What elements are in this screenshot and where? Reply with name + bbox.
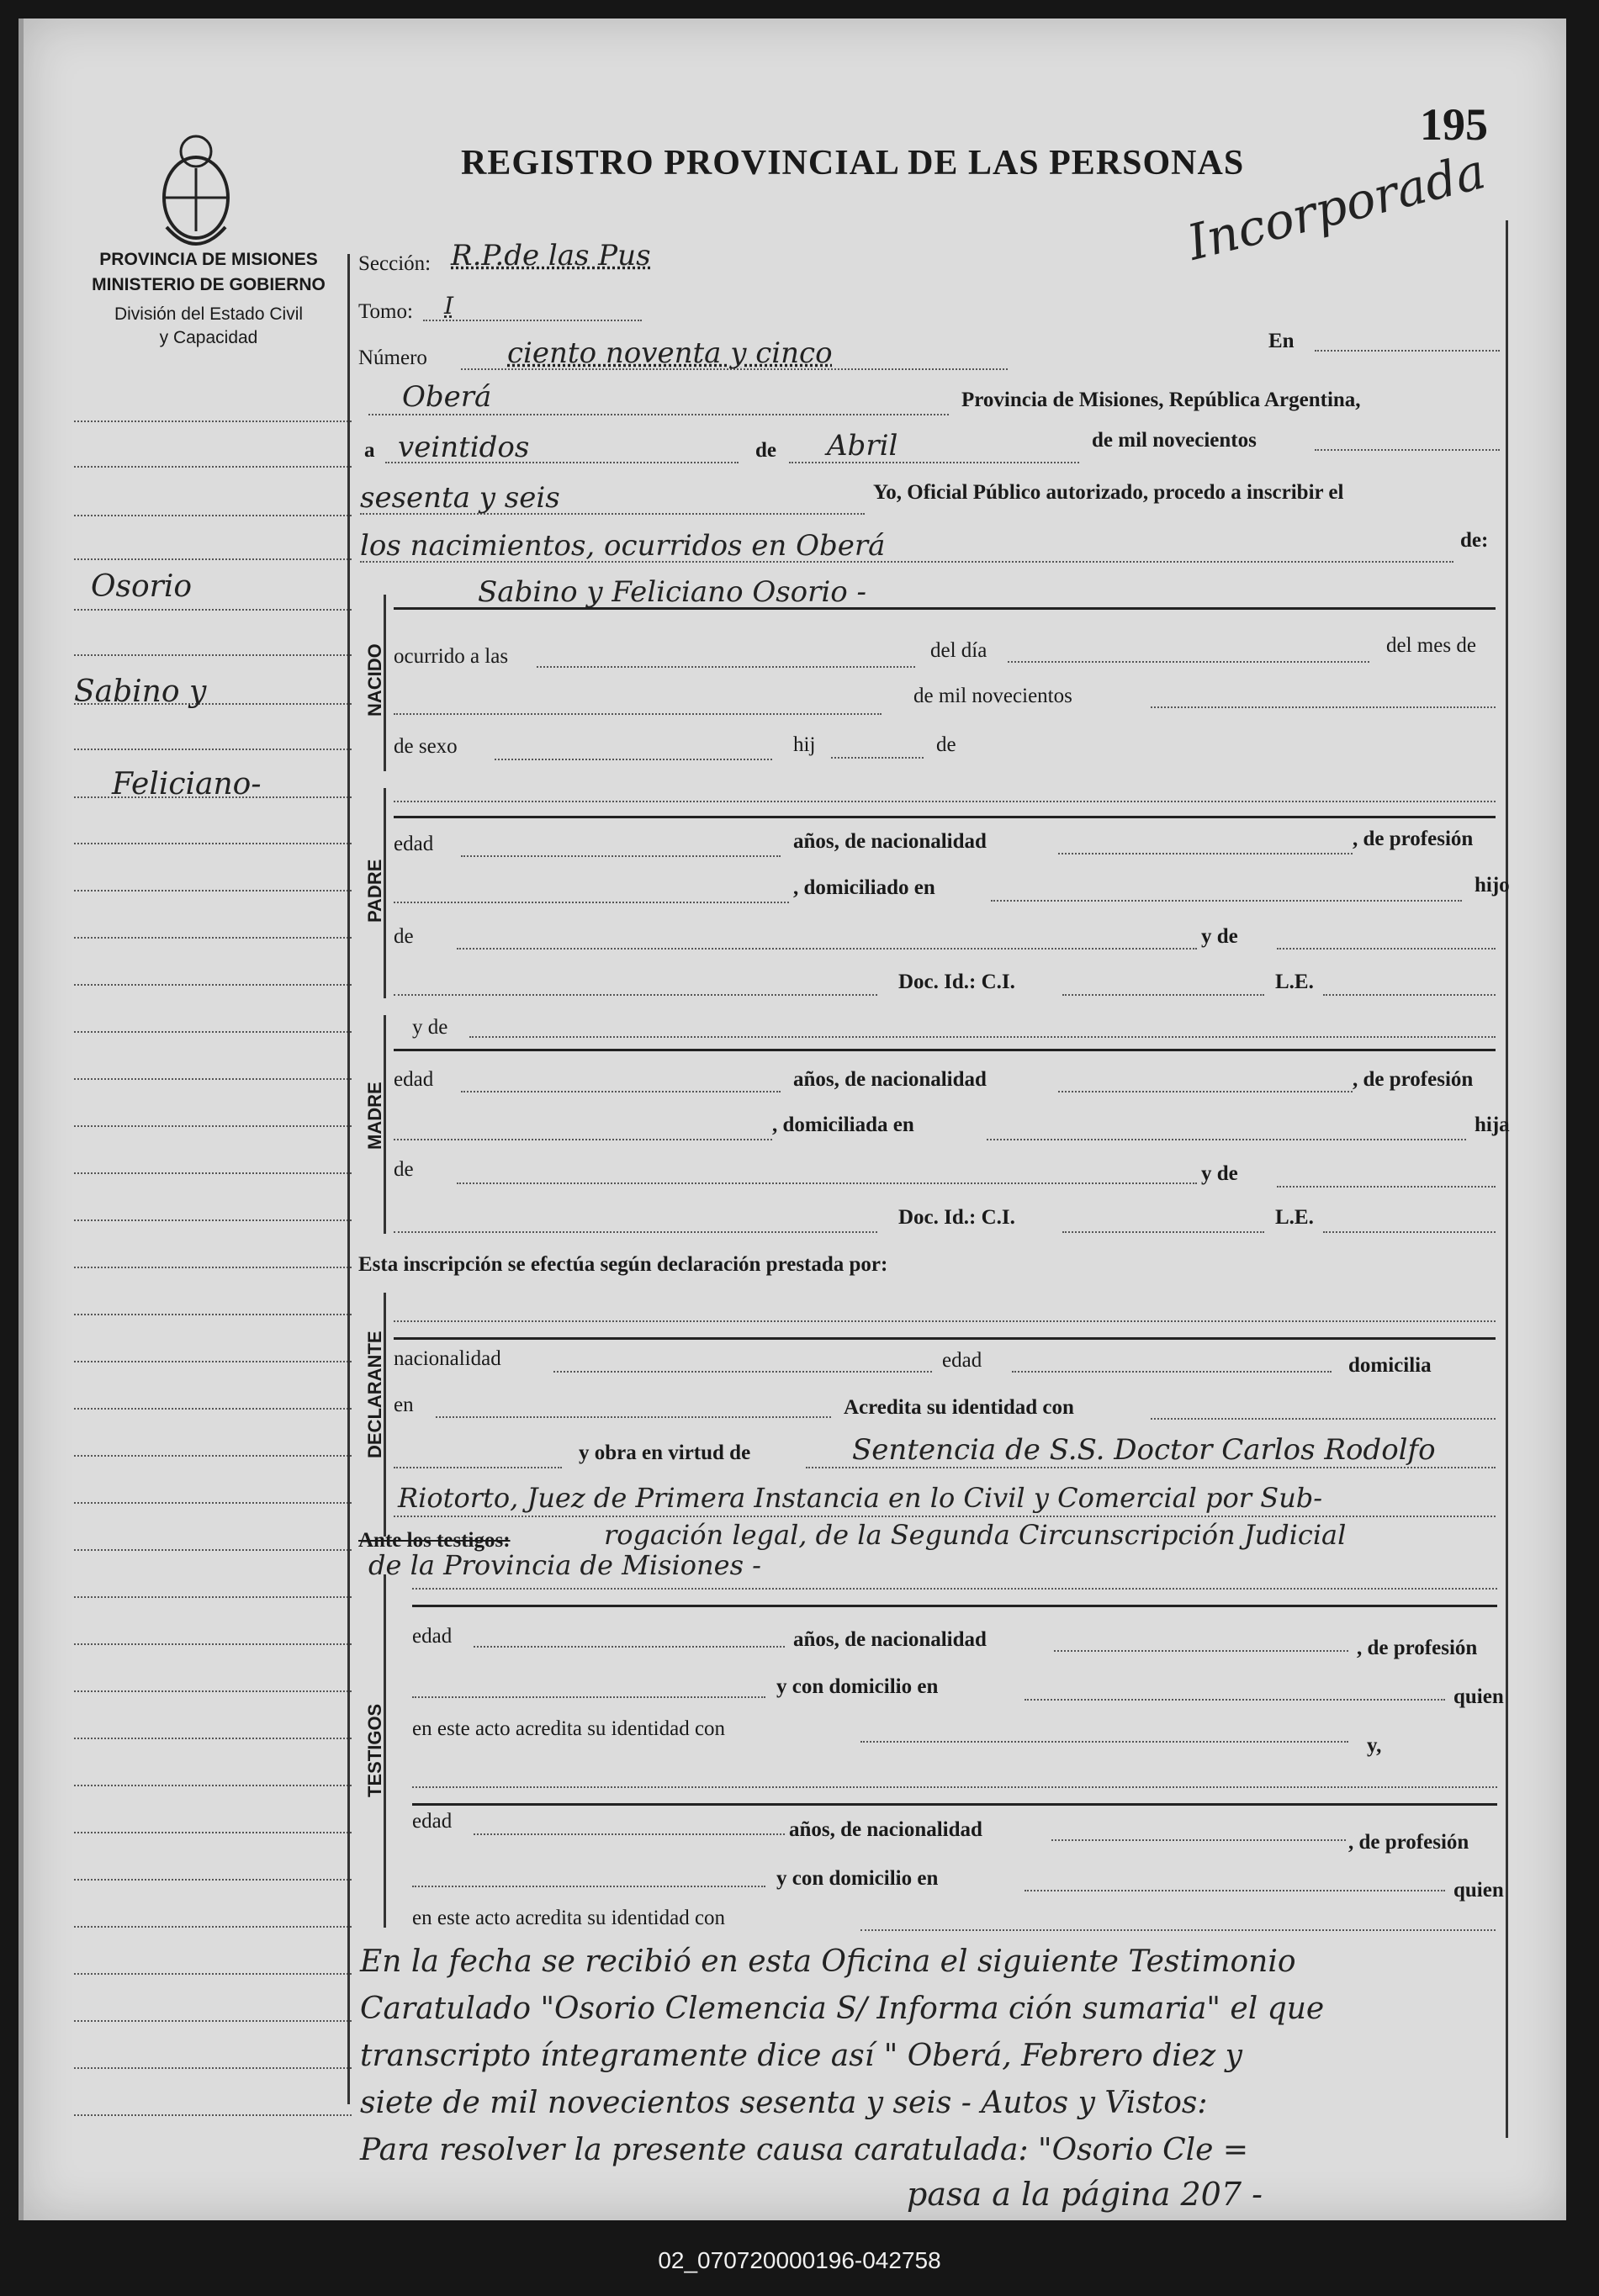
label-domicilio-t2: y con domicilio en <box>776 1867 939 1890</box>
header-capacity: y Capacidad <box>159 328 258 347</box>
label-en: En <box>1268 330 1295 352</box>
label-quien-t2: quien <box>1453 1879 1504 1902</box>
label-edad-madre: edad <box>394 1068 434 1091</box>
label-ocurrido: ocurrido a las <box>394 645 509 668</box>
label-y-de-padre: y de <box>1201 925 1238 948</box>
header-ministry: MINISTERIO DE GOBIERNO <box>92 275 326 294</box>
label-de-colon: de: <box>1460 529 1489 552</box>
value-obra2: Riotorto, Juez de Primera Instancia en lo Civil y Comercial por Sub- <box>398 1482 1323 1514</box>
label-de-nacido: de <box>936 733 956 756</box>
value-nombres: Sabino y Feliciano Osorio - <box>478 575 867 609</box>
label-anios-nac-padre: años, de nacionalidad <box>793 830 987 853</box>
label-y-de-mid: y de <box>412 1016 448 1039</box>
label-edad-padre: edad <box>394 833 434 855</box>
value-seccion: R.P.de las Pus <box>451 239 651 272</box>
label-doc-padre: Doc. Id.: C.I. <box>898 971 1015 993</box>
column-divider <box>347 254 350 2104</box>
label-domicilio-t1: y con domicilio en <box>776 1675 939 1698</box>
label-le-madre: L.E. <box>1275 1206 1314 1229</box>
side-label-declarante: DECLARANTE <box>364 1331 385 1458</box>
side-label-nacido: NACIDO <box>364 643 385 717</box>
label-edad-t1: edad <box>412 1625 453 1648</box>
label-acto-t1: en este acto acredita su identidad con <box>412 1717 726 1740</box>
label-esta-inscripcion: Esta inscripción se efectúa según declaración prestada por: <box>358 1253 888 1276</box>
label-profesion-t2: , de profesión <box>1348 1831 1469 1854</box>
label-y-de-madre: y de <box>1201 1162 1238 1185</box>
side-label-padre: PADRE <box>364 859 385 923</box>
value-lugar: Oberá <box>402 380 492 414</box>
label-provincia: Provincia de Misiones, República Argentina, <box>961 389 1361 411</box>
label-obra-virtud: y obra en virtud de <box>579 1442 751 1464</box>
document-page <box>19 19 1566 2220</box>
label-acredita: Acredita su identidad con <box>844 1396 1074 1419</box>
signature-stamp: Incorporada <box>1182 142 1491 272</box>
label-anios-nac-t2: años, de nacionalidad <box>789 1818 982 1841</box>
label-doc-madre: Doc. Id.: C.I. <box>898 1206 1015 1229</box>
label-le-padre: L.E. <box>1275 971 1314 993</box>
margin-name2: Feliciano- <box>112 767 262 801</box>
label-de-madre: de <box>394 1158 414 1181</box>
header-division: División del Estado Civil <box>114 304 304 324</box>
value-anio: sesenta y seis <box>360 481 560 515</box>
value-obra4: de la Provincia de Misiones - <box>368 1549 761 1581</box>
label-de-padre: de <box>394 925 414 948</box>
note-line2: Caratulado "Osorio Clemencia S/ Informa ción sumaria" el que <box>360 1992 1325 2026</box>
label-a: a <box>364 439 375 462</box>
label-del-dia: del día <box>930 639 987 662</box>
label-edad-t2: edad <box>412 1810 453 1833</box>
note-pasa: pasa a la página 207 - <box>907 2176 1263 2213</box>
note-line1: En la fecha se recibió en esta Oficina el siguiente Testimonio <box>360 1944 1296 1979</box>
note-line4: siete de mil novecientos sesenta y seis - Autos y Vistos: <box>360 2086 1208 2120</box>
note-line5: Para resolver la presente causa caratulada: "Osorio Cle = <box>360 2133 1249 2167</box>
label-en-decl: en <box>394 1394 414 1416</box>
label-yo-oficial: Yo, Oficial Público autorizado, procedo a inscribir el <box>873 481 1344 504</box>
label-profesion-padre: , de profesión <box>1353 828 1474 850</box>
label-profesion-t1: , de profesión <box>1357 1637 1478 1659</box>
value-numero: ciento noventa y cinco <box>507 336 833 370</box>
value-tomo: I <box>444 292 454 320</box>
label-domiciliada: , domiciliada en <box>772 1114 914 1136</box>
label-numero: Número <box>358 347 427 369</box>
label-edad-decl: edad <box>942 1349 982 1372</box>
label-seccion: Sección: <box>358 252 432 275</box>
note-line3: transcripto íntegramente dice así " Oberá, Febrero diez y <box>360 2039 1242 2073</box>
label-quien-t1: quien <box>1453 1685 1504 1708</box>
label-ante-testigos: Ante los testigos: <box>358 1529 511 1552</box>
value-obra1: Sentencia de S.S. Doctor Carlos Rodolfo <box>852 1433 1436 1467</box>
label-anios-nac-t1: años, de nacionalidad <box>793 1628 987 1651</box>
label-de-mil: de mil novecientos <box>913 685 1072 707</box>
label-de-sexo: de sexo <box>394 735 458 758</box>
label-del-mes-de: del mes de <box>1386 634 1476 657</box>
coat-of-arms-icon <box>150 118 242 261</box>
label-profesion-madre: , de profesión <box>1353 1068 1474 1091</box>
side-label-testigos: TESTIGOS <box>364 1703 385 1797</box>
side-label-madre: MADRE <box>364 1082 385 1150</box>
value-obra3: rogación legal, de la Segunda Circunscripción Judicial <box>604 1519 1347 1551</box>
label-y-comma: y, <box>1367 1734 1382 1757</box>
page-title: REGISTRO PROVINCIAL DE LAS PERSONAS <box>461 144 1245 183</box>
label-acto-t2: en este acto acredita su identidad con <box>412 1907 726 1929</box>
right-border <box>1506 220 1508 2138</box>
footer-id: 02_070720000196-042758 <box>658 2247 941 2273</box>
value-nacimientos: los nacimientos, ocurridos en Oberá <box>360 529 886 563</box>
label-anios-nac-madre: años, de nacionalidad <box>793 1068 987 1091</box>
margin-name1: Sabino y <box>74 675 207 709</box>
value-dia: veintidos <box>398 431 530 464</box>
label-hij: hij <box>793 733 816 756</box>
label-nacionalidad-decl: nacionalidad <box>394 1347 501 1370</box>
header-province: PROVINCIA DE MISIONES <box>99 250 318 269</box>
label-domicilia: domicilia <box>1348 1354 1432 1377</box>
label-domiciliado: , domiciliado en <box>793 876 935 899</box>
label-tomo: Tomo: <box>358 300 413 323</box>
margin-surname: Osorio <box>91 569 193 604</box>
label-hijo: hijo <box>1475 874 1510 897</box>
label-de: de <box>755 439 776 462</box>
value-mes: Abril <box>827 429 898 463</box>
label-hija: hija <box>1475 1114 1510 1136</box>
page-number: 195 <box>1420 99 1488 150</box>
label-mil-novecientos: de mil novecientos <box>1092 429 1257 452</box>
